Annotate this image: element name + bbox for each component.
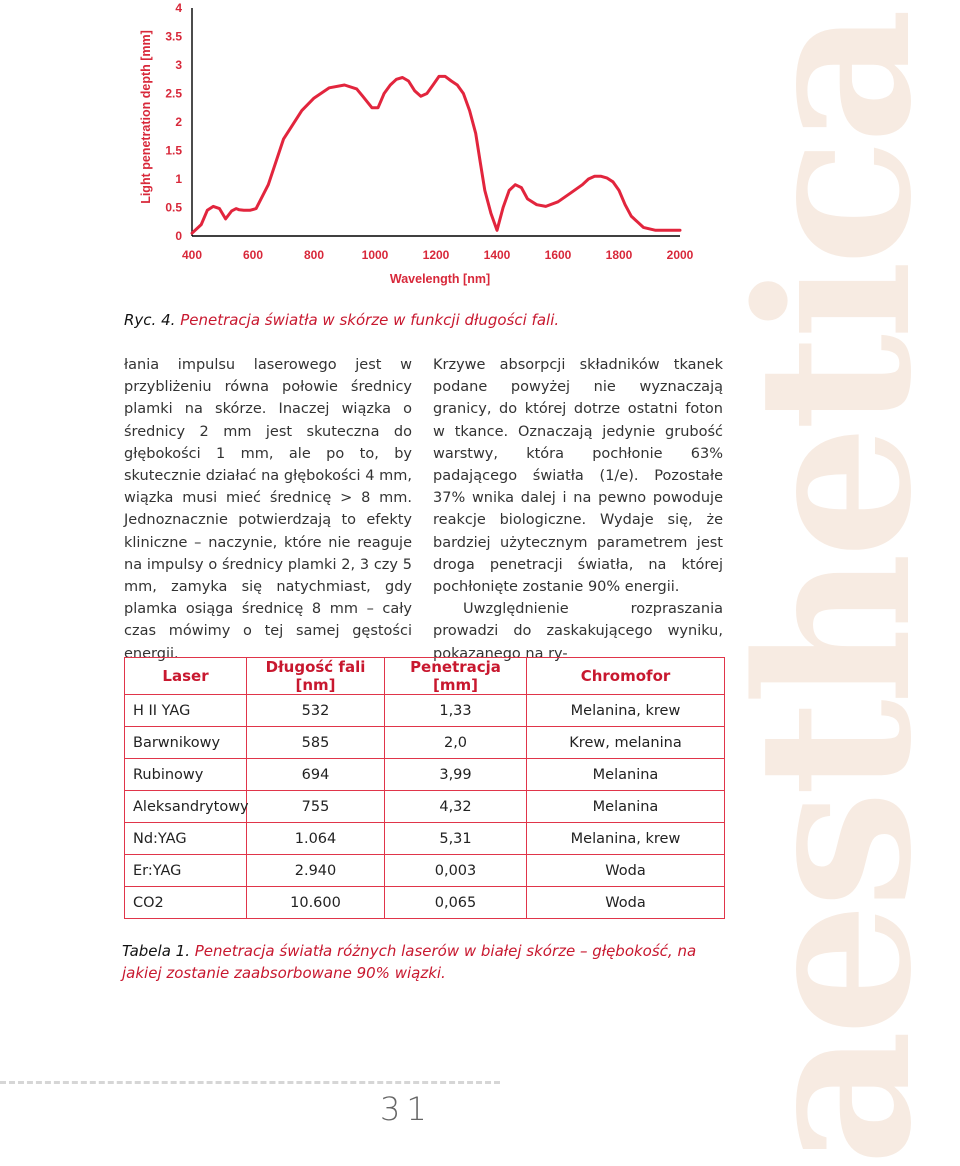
cell-wavelength: 10.600 xyxy=(247,887,385,919)
figure-caption xyxy=(124,309,559,331)
cell-laser: Barwnikowy xyxy=(125,727,247,759)
cell-chromophore: Melanina xyxy=(527,759,725,791)
table-row xyxy=(125,791,725,823)
x-tick-label: 600 xyxy=(242,248,264,262)
body-text-right-column xyxy=(433,354,723,665)
cell-laser: Aleksandrytowy xyxy=(125,791,247,823)
penetration-depth-chart xyxy=(120,0,694,295)
cell-chromophore: Woda xyxy=(527,855,725,887)
table-row xyxy=(125,695,725,727)
cell-penetration: 5,31 xyxy=(385,823,527,855)
table-row xyxy=(125,823,725,855)
brand-watermark: aesthetica xyxy=(711,14,958,1166)
table-caption xyxy=(122,940,722,984)
table-row xyxy=(125,759,725,791)
table-caption-text: Penetracja światła różnych laserów w białej skórze – głębokość, na jakiej zostanie zaabsorbowane 90% wiązki. xyxy=(122,942,697,982)
y-tick-label: 4 xyxy=(175,1,182,15)
cell-chromophore: Melanina, krew xyxy=(527,695,725,727)
header-chromophore: Chromofor xyxy=(527,658,725,695)
cell-penetration: 0,003 xyxy=(385,855,527,887)
cell-wavelength: 694 xyxy=(247,759,385,791)
cell-penetration: 2,0 xyxy=(385,727,527,759)
cell-penetration: 0,065 xyxy=(385,887,527,919)
cell-chromophore: Melanina, krew xyxy=(527,823,725,855)
header-laser: Laser xyxy=(125,658,247,695)
cell-wavelength: 585 xyxy=(247,727,385,759)
cell-wavelength: 2.940 xyxy=(247,855,385,887)
table-row xyxy=(125,727,725,759)
cell-laser: Rubinowy xyxy=(125,759,247,791)
x-tick-label: 1600 xyxy=(544,248,572,262)
penetration-depth-line xyxy=(192,76,680,233)
footer-divider xyxy=(0,1081,500,1084)
laser-penetration-table xyxy=(124,657,724,919)
x-tick-label: 1000 xyxy=(361,248,389,262)
y-tick-label: 1.5 xyxy=(165,143,182,158)
cell-wavelength: 532 xyxy=(247,695,385,727)
y-tick-label: 1 xyxy=(175,172,182,186)
y-tick-label: 3.5 xyxy=(165,29,182,44)
right-paragraph-2: Uwzględnienie rozpraszania prowadzi do zaskakującego wyniku, pokazanego na ry- xyxy=(433,601,723,662)
cell-penetration: 4,32 xyxy=(385,791,527,823)
x-tick-label: 1400 xyxy=(483,248,511,262)
figure-caption-text: Penetracja światła w skórze w funkcji długości fali. xyxy=(180,311,560,329)
cell-laser: CO2 xyxy=(125,887,247,919)
cell-chromophore: Krew, melanina xyxy=(527,727,725,759)
cell-penetration: 3,99 xyxy=(385,759,527,791)
cell-penetration: 1,33 xyxy=(385,695,527,727)
cell-wavelength: 755 xyxy=(247,791,385,823)
right-paragraph-1: Krzywe absorpcji składników tkanek podane powyżej nie wyznaczają granicy, do której dotrze ostatni foton w tkance. Oznaczają jedynie grubość warstwy, która pochłonie 63% padającego światła (1/e). Pozostałe 37% wnika dalej i na pewno powoduje reakcje biologiczne. Wydaje się, że bardziej użytecznym parametrem jest droga penetracji światła, na której pochłonięte zostanie 90% energii. xyxy=(433,357,723,596)
figure-caption-label: Ryc. 4. xyxy=(124,311,176,329)
x-tick-label: 1800 xyxy=(605,248,633,262)
header-penetration: Penetracja [mm] xyxy=(385,658,527,695)
y-tick-label: 0.5 xyxy=(165,200,182,215)
x-tick-label: 800 xyxy=(303,248,325,262)
table-row xyxy=(125,855,725,887)
table-row xyxy=(125,887,725,919)
cell-chromophore: Melanina xyxy=(527,791,725,823)
cell-laser: Nd:YAG xyxy=(125,823,247,855)
x-tick-label: 400 xyxy=(181,248,203,262)
body-text-left-column xyxy=(124,354,412,665)
table-header-row xyxy=(125,658,725,695)
x-axis-label: Wavelength [nm] xyxy=(389,272,491,286)
y-tick-label: 2.5 xyxy=(165,86,182,101)
cell-wavelength: 1.064 xyxy=(247,823,385,855)
left-paragraph: łania impulsu laserowego jest w przybliżeniu równa połowie średnicy plamki na skórze. Inaczej wiązka o średnicy 2 mm jest skuteczna do głębokości 1 mm, ale po to, by skutecznie działać na głębokości 4 mm, wiązka musi mieć średnicę > 8 mm. Jednoznacznie potwierdzają to efekty kliniczne – naczynie, które nie reaguje na impulsy o średnicy plamki 2, 3 czy 5 mm, zamyka się natychmiast, gdy plamka osiąga średnicę 8 mm – cały czas mówimy o tej samej gęstości energii. xyxy=(124,357,412,662)
y-tick-label: 0 xyxy=(175,229,182,243)
y-axis-label: Light penetration depth [mm] xyxy=(139,30,153,204)
y-tick-label: 3 xyxy=(175,58,182,72)
x-tick-label: 2000 xyxy=(666,248,694,262)
x-tick-label: 1200 xyxy=(422,248,450,262)
cell-laser: H II YAG xyxy=(125,695,247,727)
cell-laser: Er:YAG xyxy=(125,855,247,887)
y-tick-label: 2 xyxy=(175,115,182,129)
page-number: 31 xyxy=(380,1090,433,1128)
cell-chromophore: Woda xyxy=(527,887,725,919)
header-wavelength: Długość fali [nm] xyxy=(247,658,385,695)
table-caption-label: Tabela 1. xyxy=(122,942,190,960)
